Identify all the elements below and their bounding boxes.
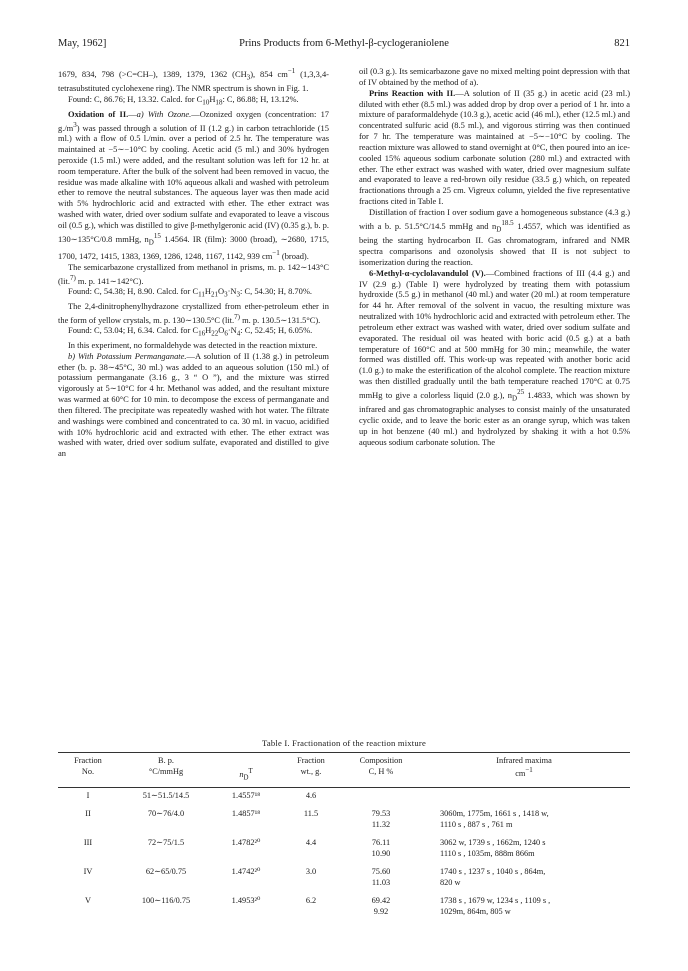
cell-infrared-cont: 1110 s , 887 s , 761 m bbox=[440, 820, 513, 830]
left-paragraph: The semicarbazone crystallized from methanol in prisms, m. p. 142∼143°C (lit.$^{7)}$ m. p. 141∼142°C). bbox=[58, 261, 329, 286]
header-composition bbox=[344, 753, 418, 788]
header-comp-1: Composition bbox=[359, 756, 403, 765]
empty-cell bbox=[58, 820, 118, 831]
cell-infrared-cont: 1029m, 864m, 805 w bbox=[440, 906, 511, 916]
cell-hydrogen: 11.32 bbox=[371, 820, 391, 830]
table-row bbox=[58, 889, 630, 907]
cell-fraction: II bbox=[85, 809, 91, 819]
cell-infrared: 3062 w, 1739 s , 1662m, 1240 s bbox=[440, 838, 546, 848]
empty-cell bbox=[118, 820, 214, 831]
table-row-continuation bbox=[58, 820, 630, 831]
table-row bbox=[58, 831, 630, 849]
header-fraction bbox=[58, 753, 118, 788]
cell-weight: 6.2 bbox=[305, 895, 317, 905]
right-paragraph: oil (0.3 g.). Its semicarbazone gave no mixed melting point depression with that of IV obtained by the method of a). bbox=[359, 66, 630, 87]
header-ir-2: $cm^{-1}$ bbox=[515, 767, 533, 779]
empty-cell bbox=[118, 878, 214, 889]
header-bp-1: B. p. bbox=[158, 756, 174, 765]
cell-refractive-index: 1.4742²⁰ bbox=[231, 866, 261, 876]
empty-cell bbox=[58, 849, 118, 860]
cell-bp: 72∼75/1.5 bbox=[147, 838, 185, 848]
right-paragraph: Distillation of fraction I over sodium gave a homogeneous substance (4.3 g.) with a b. p. 51.5°C/14.5 mmHg and $n_D^{18.5}$ 1.4557, which was identified as being the starting hydrocarbon II. Gas chromatogram, infrared and NMR spectra comparisons and ozonolysis showed that II is not subject to isomerization during the reaction. bbox=[359, 206, 630, 267]
empty-cell bbox=[278, 849, 344, 860]
header-bp bbox=[118, 753, 214, 788]
cell-fraction: III bbox=[83, 838, 93, 848]
cell-hydrogen: 11.03 bbox=[371, 877, 391, 887]
table-body bbox=[58, 753, 630, 918]
cell-carbon: 75.60 bbox=[371, 866, 391, 876]
cell-fraction: IV bbox=[83, 866, 93, 876]
cell-bp: 51∼51.5/14.5 bbox=[142, 791, 190, 801]
cell-hydrogen: 10.90 bbox=[371, 849, 391, 859]
cell-refractive-index: 1.4782²⁰ bbox=[231, 838, 261, 848]
left-paragraph: The 2,4-dinitrophenylhydrazone crystallized from ether-petroleum ether in the form of yellow crystals, m. p. 130∼130.5°C (lit.$^{7)}$ m. p. 130.5∼131.5°C). bbox=[58, 300, 329, 325]
cell-infrared bbox=[418, 788, 630, 802]
left-text-column bbox=[58, 66, 329, 459]
cell-refractive-index: 1.4953²⁰ bbox=[231, 895, 261, 905]
empty-cell bbox=[278, 907, 344, 918]
table-row-continuation bbox=[58, 907, 630, 918]
header-refractive-index: $n_D^T$ bbox=[214, 753, 278, 788]
header-fraction-2: No. bbox=[81, 766, 95, 776]
empty-cell bbox=[214, 907, 278, 918]
cell-infrared-cont: 1110 s , 1035m, 888m 866m bbox=[440, 849, 535, 859]
header-comp-2: C, H % bbox=[368, 766, 394, 776]
table-caption: Table I. Fractionation of the reaction mixture bbox=[262, 738, 426, 748]
cell-hydrogen: 9.92 bbox=[373, 906, 389, 916]
table-row bbox=[58, 788, 630, 802]
empty-cell bbox=[118, 907, 214, 918]
cell-carbon: 69.42 bbox=[371, 895, 391, 905]
empty-cell bbox=[278, 878, 344, 889]
table-row bbox=[58, 802, 630, 820]
cell-carbon: 76.11 bbox=[371, 838, 391, 848]
empty-cell bbox=[214, 878, 278, 889]
left-paragraph: 1679, 834, 798 (>C=CH–), 1389, 1379, 1362 $(CH_3)$, 854 $cm^{-1}$ (1,3,3,4-tetrasubstituted cyclohexene ring). The NMR spectrum is shown in Fig. 1. bbox=[58, 67, 329, 94]
right-paragraph: 6-Methyl-α-cyclolavandulol (V).—Combined fractions of III (4.4 g.) and IV (2.9 g.) (Table I) were hydrolyzed by treating them with potassium hydroxide (5.5 g.) in methanol (40 ml.) and water (20 ml.) at room temperature for 44 hr. After removal of the solvent in vacuo, the resulting mixture was neutralized with 10% hydrochloric acid and extracted with petroleum ether. The petroleum ether extract was washed with water, dried over sodium sulfate and evaporated. The residual oil was heated with boric acid (0.5 g.) at a bath temperature of 160°C and at 500 mmHg for 30 min.; meanwhile, the water formed was distilled off. This work-up was repeated with another boric acid (1.0 g.) to make the esterification of the alcohol complete. The reaction mixture was then distilled gradually until the bath temperature reached 170°C at 0.75 mmHg to give a colorless liquid (2.0 g.), $n_D^{25}$ 1.4833, which was shown by infrared and gas chromatographic analyses to consist mainly of the unsaturated cyclic oxide, and to leave the boric ester as an orange syrup, which was taken up in hot benzene (40 ml.) and hydrolyzed by shaking it with a hot 0.5% aqueous sodium carbonate solution. The bbox=[359, 267, 630, 447]
cell-carbon: 79.53 bbox=[371, 809, 391, 819]
left-paragraph: Oxidation of II.—a) With Ozone.—Ozonized oxygen (concentration: 17 $g./m^3$) was passed through a solution of II (1.2 g.) in carbon tetrachloride (15 ml.) with a flow of 0.5 l./min. over a period of 2.5 hr. The temperature was maintained at −5∼−10°C by cooling. Acetic acid (5 ml.) and 30% hydrogen peroxide (1.5 ml.) were added, and the resultant solution was left for 12 hr. at room temperature. After the bulk of the solvent had been removed in vacuo, the residue was made alkaline with 10% aqueous alkali and washed with petroleum ether to remove the neutral substances. The aqueous layer was then made acid with 5% hydrochloric acid and extracted with ether. The ether extract was washed with water, dried over sodium sulfate and evaporated to leave a viscous oil (0.5 g.), which was distilled to give β-methylgeronic acid (IV) (0.35 g.), b. p. 130∼135°C/0.8 mmHg, $n_D^{15}$ 1.4564. IR (film): 3000 (broad), ∼2680, 1715, 1700, 1472, 1415, 1383, 1369, 1286, 1248, 1167, 1142, 939 $cm^{-1}$ (broad). bbox=[58, 108, 330, 261]
cell-fraction: V bbox=[85, 895, 91, 905]
cell-fraction: I bbox=[86, 791, 90, 801]
fractionation-table bbox=[58, 738, 630, 918]
header-bp-2: °C/mmHg bbox=[148, 766, 184, 776]
table-header-row bbox=[58, 753, 630, 788]
table-row bbox=[58, 860, 630, 878]
header-weight bbox=[278, 753, 344, 788]
left-paragraph: Found: C, 86.76; H, 13.32. Calcd. for $C_{10}H_{18}$: C, 86.88; H, 13.12%. bbox=[68, 94, 299, 107]
cell-bp: 62∼65/0.75 bbox=[145, 866, 187, 876]
cell-weight: 4.6 bbox=[305, 791, 317, 801]
left-paragraph: b) With Potassium Permanganate.—A solution of II (1.38 g.) in petroleum ether (b. p. 38∼45°C, 30 ml.) was added to an aqueous solution (150 ml.) of potassium permanganate (3.16 g., 3 “ O ”), and the mixture was stirred vigorously at 5∼10°C for 4 hr. Methanol was added, and the resultant mixture was warmed at 60°C for 10 min. to decompose the excess of permanganate and then filtered. The precipitate was repeatedly washed with hot water. The filtrate and washings were combined and concentrated to ca. 30 ml. in vacuo, acidified with 10% hydrochloric acid and extracted with ether. The ether extract was washed with water, dried over sodium sulfate, evaporated and distilled to give an bbox=[58, 350, 329, 459]
left-paragraph: Found: C, 53.04; H, 6.34. Calcd. for $C_{16}H_{22}O_6\cdot N_4$: C, 52.45; H, 6.05%. bbox=[68, 325, 313, 339]
header-infrared bbox=[418, 753, 630, 788]
cell-bp: 70∼76/4.0 bbox=[147, 809, 185, 819]
header-ir-1: Infrared maxima bbox=[496, 756, 552, 765]
empty-cell bbox=[214, 849, 278, 860]
header-wt-2: wt., g. bbox=[300, 766, 322, 776]
cell-infrared: 3060m, 1775m, 1661 s , 1418 w, bbox=[440, 809, 549, 819]
left-paragraph: In this experiment, no formaldehyde was detected in the reaction mixture. bbox=[68, 339, 318, 350]
empty-cell bbox=[214, 820, 278, 831]
issue-date: May, 1962] bbox=[58, 38, 107, 49]
right-text-column bbox=[359, 66, 630, 448]
cell-weight: 3.0 bbox=[305, 866, 317, 876]
empty-cell bbox=[58, 878, 118, 889]
right-paragraph: Prins Reaction with II.—A solution of II (35 g.) in acetic acid (23 ml.) diluted with ether (8.5 ml.) was added drop by drop over a period of 1 hr. into a mixture of paraformaldehyde (10.3 g.), acetic acid (46 ml.), ether (12.5 ml.) and concentrated sulfuric acid (8.5 ml.), and vigorous stirring was then continued for 7 hr. The temperature was maintained at −5∼−10°C by cooling. The reaction mixture was allowed to stand overnight at 0°C, then poured into an ice-cooled 15% aqueous sodium carbonate solution (280 ml.) and extracted with ether. The ether extract was washed with water, dried over magnesium sulfate and evaporated to leave a red-brown oily residue (33.5 g.) which, on repeated fractionations through a 25 cm. Vigreux column, yielded the five representative fractions cited in Table I. bbox=[359, 87, 631, 207]
table-row-continuation bbox=[58, 878, 630, 889]
empty-cell bbox=[118, 849, 214, 860]
running-header bbox=[58, 38, 630, 52]
header-wt-1: Fraction bbox=[297, 756, 325, 765]
cell-infrared: 1738 s , 1679 w, 1234 s , 1109 s , bbox=[440, 895, 551, 905]
empty-cell bbox=[58, 907, 118, 918]
cell-refractive-index: 1.4857¹⁸ bbox=[231, 809, 261, 819]
cell-weight: 4.4 bbox=[305, 838, 317, 848]
cell-infrared: 1740 s , 1237 s , 1040 s , 864m, bbox=[440, 866, 546, 876]
empty-cell bbox=[278, 820, 344, 831]
cell-weight: 11.5 bbox=[303, 809, 319, 819]
cell-refractive-index: 1.4557¹⁸ bbox=[231, 791, 261, 801]
cell-carbon bbox=[344, 788, 418, 802]
page-number: 821 bbox=[614, 38, 630, 49]
left-paragraph: Found: C, 54.38; H, 8.90. Calcd. for $C_{11}H_{21}O_3\cdot N_3$: C, 54.30; H, 8.70%. bbox=[68, 286, 312, 299]
cell-infrared-cont: 820 w bbox=[440, 877, 461, 887]
table-row-continuation bbox=[58, 849, 630, 860]
header-fraction-1: Fraction bbox=[74, 756, 102, 765]
running-title: Prins Products from 6-Methyl-β-cyclogeraniolene bbox=[239, 38, 449, 49]
cell-bp: 100∼116/0.75 bbox=[141, 895, 191, 905]
